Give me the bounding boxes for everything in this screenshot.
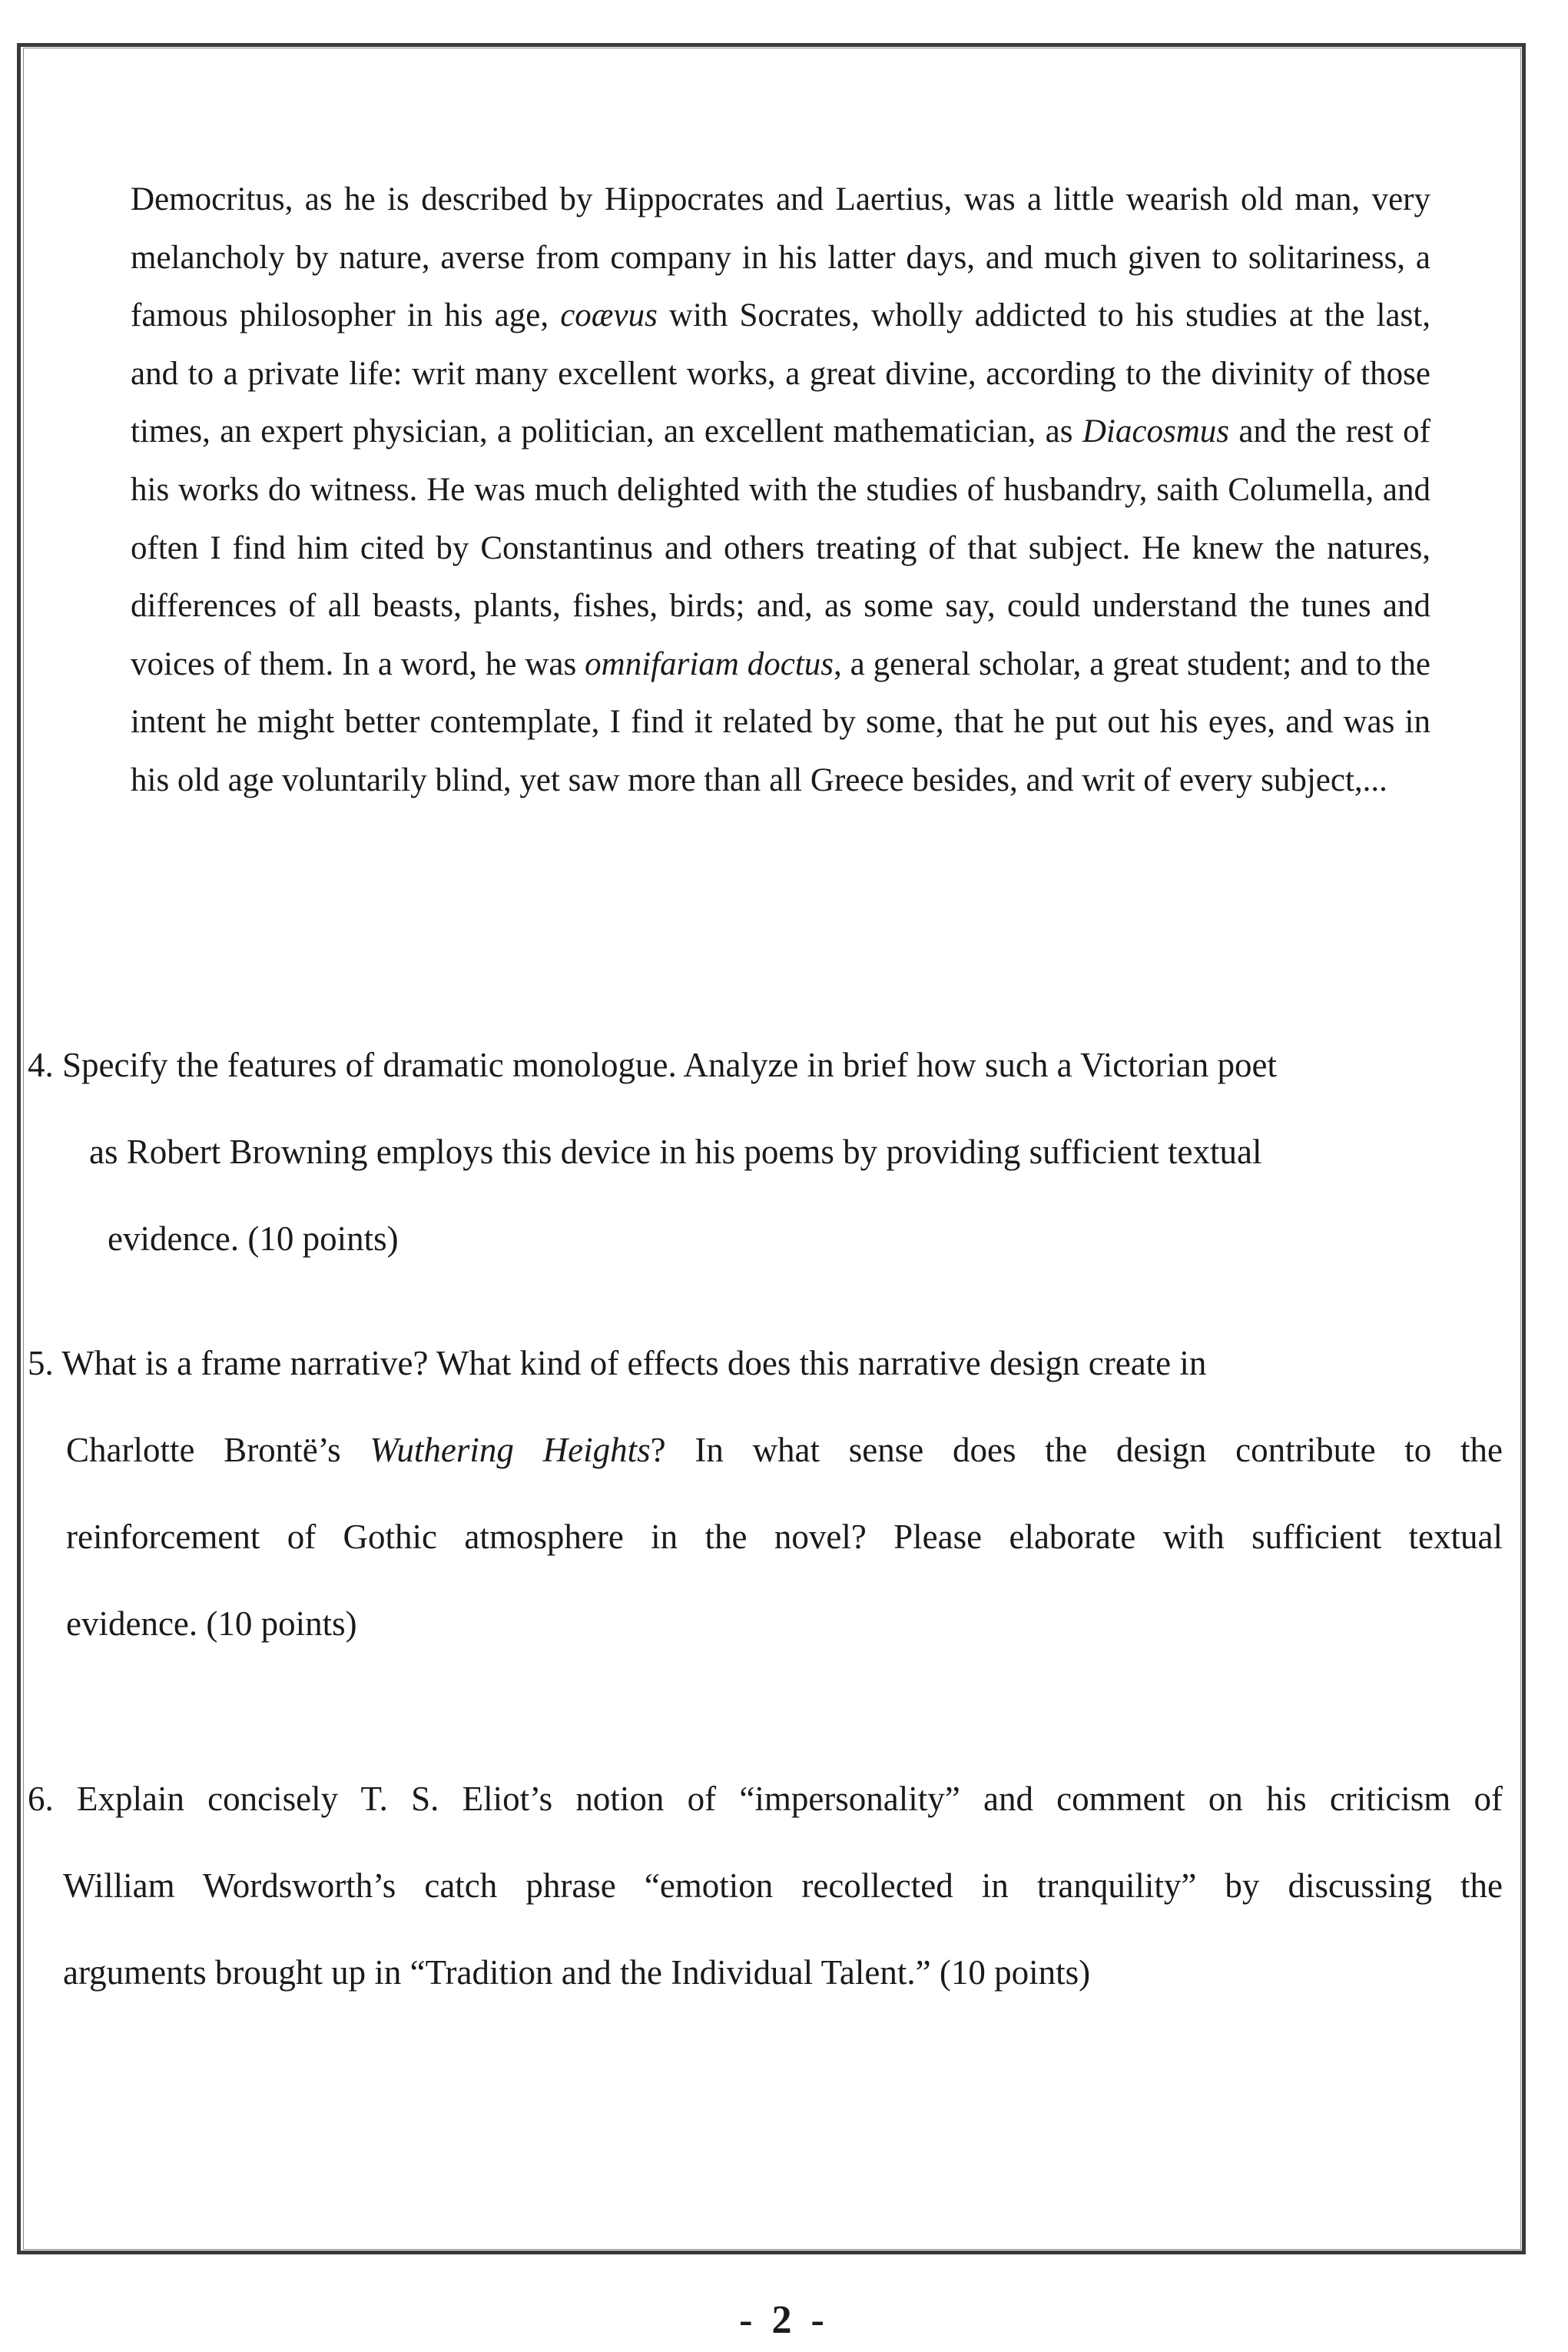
passage-text: , a general scholar, a great student; and to the intent he might better contemplate, I find it related by some, that he put out his eyes, and was in his old age voluntarily blind, yet saw more than all Greece besides, and writ of every subject,... <box>131 645 1430 798</box>
question-6-line-2: William Wordsworth’s catch phrase “emotion recollected in tranquility” by discussing the <box>63 1866 1503 1905</box>
page-number: - 2 - <box>739 2298 829 2342</box>
question-6-line-1: 6. Explain concisely T. S. Eliot’s notion of “impersonality” and comment on his criticism of <box>28 1780 1503 1818</box>
question-5-line-3: reinforcement of Gothic atmosphere in the novel? Please elaborate with sufficient textual <box>66 1518 1503 1556</box>
passage-italic-term: Diacosmus <box>1082 413 1229 450</box>
question-4-line-3: evidence. (10 points) <box>108 1219 399 1258</box>
question-4-line-2: as Robert Browning employs this device in his poems by providing sufficient textual <box>89 1133 1262 1171</box>
passage-italic-term: omnifariam doctus <box>585 645 834 682</box>
question-number: 6. <box>28 1780 54 1818</box>
passage-paragraph <box>131 171 1430 810</box>
question-6-line-3: arguments brought up in “Tradition and the Individual Talent.” (10 points) <box>63 1953 1091 1992</box>
question-number: 4. <box>28 1046 54 1084</box>
passage-text: and the rest of his works do witness. He was much delighted with the studies of husbandry, saith Columella, and often I find him cited by Constantinus and others treating of that subject. He knew the natures, differences of all beasts, plants, fishes, birds; and, as some say, could understand the tunes and voices of them. In a word, he was <box>131 413 1430 682</box>
passage-text: Democritus, as he is described by Hippocrates and Laertius, was a little wearish old man, very melancholy by nature, averse from company in his latter days, and much given to solitariness, a famous philosopher in his age, <box>131 181 1430 334</box>
passage-italic-term: coævus <box>560 297 658 334</box>
question-5-line-2: Charlotte Brontë’s Wuthering Heights? In what sense does the design contribute to the <box>66 1431 1503 1469</box>
question-5-line-1: 5. What is a frame narrative? What kind of effects does this narrative design create in <box>28 1344 1207 1382</box>
quoted-passage <box>131 171 1430 810</box>
novel-title: Wuthering Heights <box>370 1431 651 1469</box>
question-5-line-4: evidence. (10 points) <box>66 1604 357 1643</box>
question-5 <box>28 1320 1503 1667</box>
question-4 <box>28 1022 1487 1282</box>
passage-text: with Socrates, wholly addicted to his studies at the last, and to a private life: writ many excellent works, a great divine, according to the divinity of those times, an expert physician, a politician, an excellent mathematician, as <box>131 297 1430 450</box>
question-4-line-1: 4. Specify the features of dramatic monologue. Analyze in brief how such a Victorian poet <box>28 1046 1277 1084</box>
question-6 <box>28 1756 1503 2016</box>
question-number: 5. <box>28 1344 54 1382</box>
